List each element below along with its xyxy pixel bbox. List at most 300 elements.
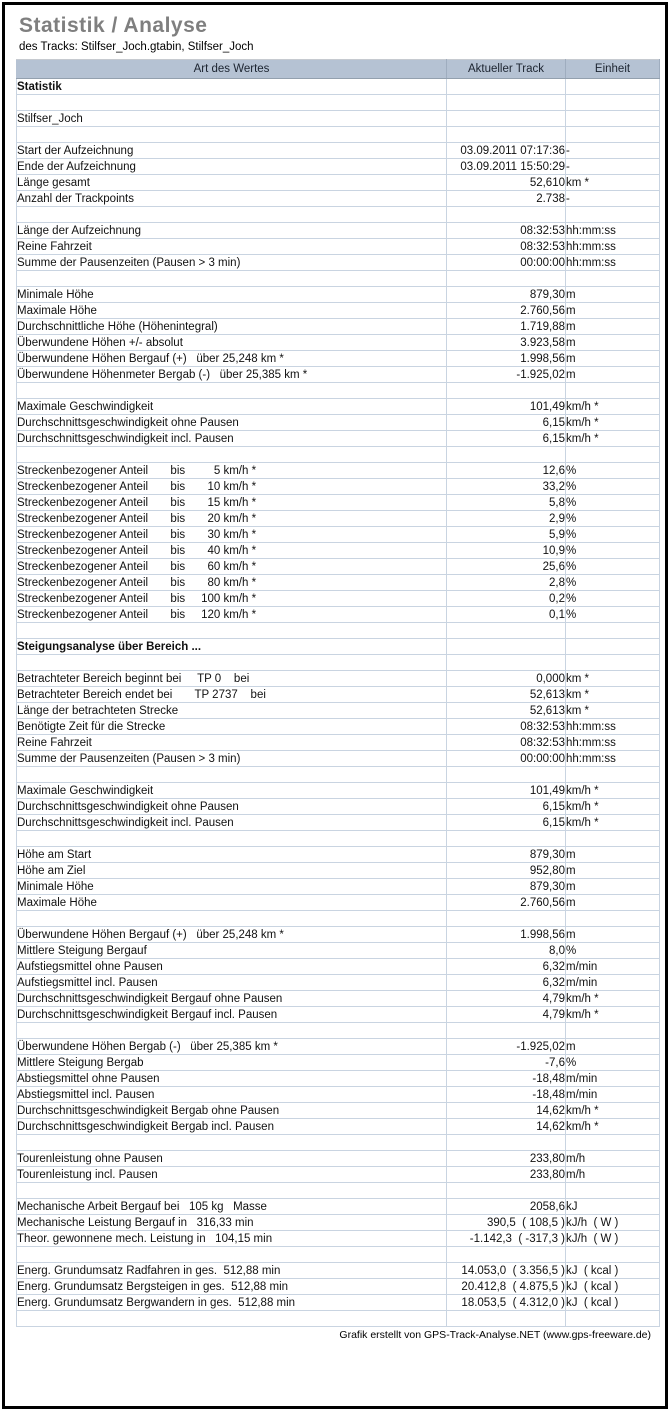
row-label: Mittlere Steigung Bergab [17, 1055, 447, 1071]
row-label: Maximale Geschwindigkeit [17, 783, 447, 799]
table-row [17, 447, 660, 463]
row-label: Tourenleistung incl. Pausen [17, 1167, 447, 1183]
row-label [17, 1023, 447, 1039]
table-row [17, 863, 660, 879]
row-value: 1.998,56 [447, 927, 566, 943]
row-label: Streckenbezogener Anteil bis 15 km/h * [17, 495, 447, 511]
row-value: 6,32 [447, 975, 566, 991]
row-unit: m [566, 863, 660, 879]
row-unit: % [566, 1055, 660, 1071]
row-unit: km * [566, 703, 660, 719]
row-value: 03.09.2011 07:17:36 [447, 143, 566, 159]
row-value: 2.738 [447, 191, 566, 207]
row-unit: % [566, 479, 660, 495]
row-value [447, 767, 566, 783]
row-value [447, 79, 566, 95]
row-unit [566, 623, 660, 639]
row-label: Energ. Grundumsatz Radfahren in ges. 512,88 min [17, 1263, 447, 1279]
row-label [17, 767, 447, 783]
row-label: Länge der Aufzeichnung [17, 223, 447, 239]
table-row [17, 575, 660, 591]
table-row [17, 1199, 660, 1215]
row-label: Durchschnittsgeschwindigkeit Bergab ohne Pausen [17, 1103, 447, 1119]
row-unit: % [566, 511, 660, 527]
row-value: -7,6 [447, 1055, 566, 1071]
row-unit: hh:mm:ss [566, 239, 660, 255]
row-unit: m/h [566, 1167, 660, 1183]
table-row [17, 991, 660, 1007]
row-label [17, 1183, 447, 1199]
table-row [17, 239, 660, 255]
row-label: Abstiegsmittel incl. Pausen [17, 1087, 447, 1103]
row-value: -1.142,3 ( -317,3 ) [447, 1231, 566, 1247]
row-unit: km/h * [566, 1119, 660, 1135]
table-row [17, 415, 660, 431]
row-value: 03.09.2011 15:50:29 [447, 159, 566, 175]
row-unit: m [566, 367, 660, 383]
row-value: 0,1 [447, 607, 566, 623]
table-row [17, 191, 660, 207]
row-value [447, 639, 566, 655]
row-label [17, 271, 447, 287]
table-row [17, 111, 660, 127]
row-label: Summe der Pausenzeiten (Pausen > 3 min) [17, 751, 447, 767]
row-value [447, 271, 566, 287]
row-value: 5,8 [447, 495, 566, 511]
row-label: Tourenleistung ohne Pausen [17, 1151, 447, 1167]
row-label: Streckenbezogener Anteil bis 100 km/h * [17, 591, 447, 607]
row-value [447, 655, 566, 671]
table-row [17, 1295, 660, 1311]
table-row [17, 431, 660, 447]
row-value [447, 1183, 566, 1199]
row-label: Länge gesamt [17, 175, 447, 191]
row-value: 233,80 [447, 1167, 566, 1183]
table-row [17, 1135, 660, 1151]
row-label: Streckenbezogener Anteil bis 120 km/h * [17, 607, 447, 623]
page-subtitle: des Tracks: Stilfser_Joch.gtabin, Stilfser_Joch [19, 41, 254, 53]
row-unit: hh:mm:ss [566, 719, 660, 735]
table-row [17, 879, 660, 895]
table-row [17, 495, 660, 511]
row-value: 6,15 [447, 815, 566, 831]
row-value: 6,15 [447, 431, 566, 447]
table-row [17, 207, 660, 223]
row-label: Überwundene Höhenmeter Bergab (-) über 25,385 km * [17, 367, 447, 383]
row-value: 879,30 [447, 879, 566, 895]
table-row [17, 1007, 660, 1023]
row-unit [566, 767, 660, 783]
row-label: Steigungsanalyse über Bereich ... [17, 639, 447, 655]
table-row [17, 799, 660, 815]
row-label: Aufstiegsmittel ohne Pausen [17, 959, 447, 975]
table-row [17, 959, 660, 975]
row-unit: m [566, 927, 660, 943]
table-row [17, 159, 660, 175]
table-row [17, 351, 660, 367]
row-unit: % [566, 495, 660, 511]
row-value: 2,8 [447, 575, 566, 591]
row-value: 08:32:53 [447, 239, 566, 255]
row-label: Mittlere Steigung Bergauf [17, 943, 447, 959]
row-unit: km/h * [566, 815, 660, 831]
row-value: 0,2 [447, 591, 566, 607]
table-row [17, 927, 660, 943]
row-unit: m/min [566, 1087, 660, 1103]
table-row [17, 607, 660, 623]
row-value: 5,9 [447, 527, 566, 543]
row-label: Durchschnittliche Höhe (Höhenintegral) [17, 319, 447, 335]
table-row [17, 255, 660, 271]
row-unit: m/h [566, 1151, 660, 1167]
row-unit: m [566, 895, 660, 911]
row-value: 10,9 [447, 543, 566, 559]
row-label: Durchschnittsgeschwindigkeit ohne Pausen [17, 415, 447, 431]
row-value: -18,48 [447, 1071, 566, 1087]
table-row [17, 783, 660, 799]
row-unit [566, 655, 660, 671]
table-row [17, 703, 660, 719]
row-label: Ende der Aufzeichnung [17, 159, 447, 175]
table-row [17, 671, 660, 687]
row-value: 12,6 [447, 463, 566, 479]
table-row [17, 655, 660, 671]
row-value: 4,79 [447, 1007, 566, 1023]
table-row [17, 1167, 660, 1183]
row-label [17, 911, 447, 927]
row-value: 233,80 [447, 1151, 566, 1167]
row-value [447, 207, 566, 223]
row-value: 2,9 [447, 511, 566, 527]
row-unit: kJ/h ( W ) [566, 1215, 660, 1231]
row-unit: - [566, 191, 660, 207]
table-row [17, 479, 660, 495]
row-label: Überwundene Höhen Bergab (-) über 25,385 km * [17, 1039, 447, 1055]
row-unit: % [566, 543, 660, 559]
row-label: Länge der betrachteten Strecke [17, 703, 447, 719]
row-unit: km/h * [566, 1007, 660, 1023]
row-unit [566, 911, 660, 927]
table-row [17, 895, 660, 911]
row-unit: % [566, 607, 660, 623]
row-unit [566, 1247, 660, 1263]
row-unit: m/min [566, 1071, 660, 1087]
row-value: 08:32:53 [447, 223, 566, 239]
row-label: Überwundene Höhen Bergauf (+) über 25,248 km * [17, 927, 447, 943]
row-unit [566, 1135, 660, 1151]
row-value: 14,62 [447, 1119, 566, 1135]
row-value: 390,5 ( 108,5 ) [447, 1215, 566, 1231]
table-body [17, 79, 660, 1327]
table-row [17, 1311, 660, 1327]
row-unit [566, 1311, 660, 1327]
row-label [17, 831, 447, 847]
row-unit [566, 639, 660, 655]
row-value: 952,80 [447, 863, 566, 879]
row-label: Abstiegsmittel ohne Pausen [17, 1071, 447, 1087]
row-label: Durchschnittsgeschwindigkeit incl. Pausen [17, 815, 447, 831]
row-value: 0,000 [447, 671, 566, 687]
table-row [17, 1055, 660, 1071]
row-value [447, 1247, 566, 1263]
row-unit: % [566, 575, 660, 591]
row-label: Mechanische Leistung Bergauf in 316,33 min [17, 1215, 447, 1231]
row-unit: km/h * [566, 783, 660, 799]
table-row [17, 1263, 660, 1279]
row-label: Maximale Höhe [17, 895, 447, 911]
row-label [17, 1135, 447, 1151]
row-value: 52,610 [447, 175, 566, 191]
row-unit: - [566, 159, 660, 175]
table-row [17, 1023, 660, 1039]
row-label: Energ. Grundumsatz Bergwandern in ges. 512,88 min [17, 1295, 447, 1311]
table-row [17, 271, 660, 287]
row-label: Anzahl der Trackpoints [17, 191, 447, 207]
row-label: Aufstiegsmittel incl. Pausen [17, 975, 447, 991]
row-value: 00:00:00 [447, 255, 566, 271]
row-label: Streckenbezogener Anteil bis 20 km/h * [17, 511, 447, 527]
table-row [17, 623, 660, 639]
row-value: 8,0 [447, 943, 566, 959]
row-unit: m/min [566, 975, 660, 991]
row-unit [566, 831, 660, 847]
row-value: 52,613 [447, 687, 566, 703]
row-label: Höhe am Ziel [17, 863, 447, 879]
row-value: 14.053,0 ( 3.356,5 ) [447, 1263, 566, 1279]
table-row [17, 975, 660, 991]
row-unit: m [566, 879, 660, 895]
row-unit [566, 79, 660, 95]
row-label: Maximale Höhe [17, 303, 447, 319]
row-label: Höhe am Start [17, 847, 447, 863]
row-label: Minimale Höhe [17, 879, 447, 895]
row-label: Streckenbezogener Anteil bis 40 km/h * [17, 543, 447, 559]
row-unit [566, 127, 660, 143]
row-label: Überwundene Höhen +/- absolut [17, 335, 447, 351]
table-row [17, 383, 660, 399]
footer-credit: Grafik erstellt von GPS-Track-Analyse.NET (www.gps-freeware.de) [339, 1329, 651, 1341]
row-label: Streckenbezogener Anteil bis 60 km/h * [17, 559, 447, 575]
table-row [17, 527, 660, 543]
row-unit [566, 1023, 660, 1039]
table-row [17, 463, 660, 479]
row-value: 101,49 [447, 399, 566, 415]
table-row [17, 687, 660, 703]
table-row [17, 143, 660, 159]
row-value [447, 95, 566, 111]
table-row [17, 1151, 660, 1167]
row-label: Streckenbezogener Anteil bis 30 km/h * [17, 527, 447, 543]
row-value: 20.412,8 ( 4.875,5 ) [447, 1279, 566, 1295]
row-unit: kJ ( kcal ) [566, 1263, 660, 1279]
table-row [17, 1087, 660, 1103]
row-unit: km/h * [566, 415, 660, 431]
row-label [17, 127, 447, 143]
table-row [17, 831, 660, 847]
row-unit: km * [566, 175, 660, 191]
row-label: Durchschnittsgeschwindigkeit ohne Pausen [17, 799, 447, 815]
table-row [17, 847, 660, 863]
row-value [447, 111, 566, 127]
row-label [17, 655, 447, 671]
column-header-einheit: Einheit [566, 60, 660, 79]
table-row [17, 95, 660, 111]
row-label [17, 447, 447, 463]
row-value [447, 831, 566, 847]
row-value: 18.053,5 ( 4.312,0 ) [447, 1295, 566, 1311]
row-unit: m [566, 351, 660, 367]
row-unit: m [566, 847, 660, 863]
row-unit: kJ ( kcal ) [566, 1295, 660, 1311]
table-row [17, 175, 660, 191]
row-value: -1.925,02 [447, 1039, 566, 1055]
row-unit: % [566, 591, 660, 607]
row-value: 2058,6 [447, 1199, 566, 1215]
row-label: Energ. Grundumsatz Bergsteigen in ges. 512,88 min [17, 1279, 447, 1295]
table-row [17, 1279, 660, 1295]
row-unit: km/h * [566, 1103, 660, 1119]
row-unit: kJ ( kcal ) [566, 1279, 660, 1295]
row-label [17, 383, 447, 399]
row-unit [566, 95, 660, 111]
table-row [17, 223, 660, 239]
row-label: Statistik [17, 79, 447, 95]
row-label [17, 1247, 447, 1263]
row-label: Durchschnittsgeschwindigkeit Bergab incl. Pausen [17, 1119, 447, 1135]
row-unit: m [566, 287, 660, 303]
row-unit [566, 1183, 660, 1199]
row-value [447, 127, 566, 143]
row-label: Benötigte Zeit für die Strecke [17, 719, 447, 735]
row-value: 101,49 [447, 783, 566, 799]
row-value: 879,30 [447, 847, 566, 863]
row-label [17, 95, 447, 111]
row-unit: m [566, 1039, 660, 1055]
row-value: 2.760,56 [447, 303, 566, 319]
row-unit: m [566, 335, 660, 351]
row-unit: hh:mm:ss [566, 255, 660, 271]
table-row [17, 815, 660, 831]
row-unit [566, 271, 660, 287]
table-row [17, 1103, 660, 1119]
row-unit: km * [566, 671, 660, 687]
row-label: Stilfser_Joch [17, 111, 447, 127]
row-label [17, 207, 447, 223]
row-label: Maximale Geschwindigkeit [17, 399, 447, 415]
row-value: 2.760,56 [447, 895, 566, 911]
row-value: 52,613 [447, 703, 566, 719]
report-frame [2, 2, 668, 1409]
statistics-table [16, 59, 660, 1327]
row-unit [566, 447, 660, 463]
row-unit: km/h * [566, 431, 660, 447]
row-unit: % [566, 463, 660, 479]
row-unit: % [566, 527, 660, 543]
row-label: Durchschnittsgeschwindigkeit Bergauf ohne Pausen [17, 991, 447, 1007]
table-row [17, 735, 660, 751]
row-label: Summe der Pausenzeiten (Pausen > 3 min) [17, 255, 447, 271]
row-value: 08:32:53 [447, 735, 566, 751]
row-unit: m [566, 319, 660, 335]
row-value: -18,48 [447, 1087, 566, 1103]
row-label: Überwundene Höhen Bergauf (+) über 25,248 km * [17, 351, 447, 367]
row-label: Betrachteter Bereich endet bei TP 2737 bei [17, 687, 447, 703]
row-value: 1.719,88 [447, 319, 566, 335]
table-row [17, 1247, 660, 1263]
row-value: 08:32:53 [447, 719, 566, 735]
row-value [447, 623, 566, 639]
table-row [17, 1231, 660, 1247]
table-row [17, 1071, 660, 1087]
row-unit: m [566, 303, 660, 319]
table-row [17, 367, 660, 383]
table-row [17, 287, 660, 303]
table-row [17, 719, 660, 735]
table-row [17, 591, 660, 607]
row-value [447, 447, 566, 463]
row-unit: hh:mm:ss [566, 735, 660, 751]
row-label: Streckenbezogener Anteil bis 5 km/h * [17, 463, 447, 479]
row-value: 3.923,58 [447, 335, 566, 351]
table-row [17, 943, 660, 959]
column-header-aktueller-track: Aktueller Track [447, 60, 566, 79]
row-label: Start der Aufzeichnung [17, 143, 447, 159]
row-unit [566, 383, 660, 399]
row-unit [566, 111, 660, 127]
row-value: 14,62 [447, 1103, 566, 1119]
row-label: Reine Fahrzeit [17, 239, 447, 255]
row-value: 6,15 [447, 799, 566, 815]
table-row [17, 399, 660, 415]
row-value [447, 1135, 566, 1151]
row-label: Mechanische Arbeit Bergauf bei 105 kg Masse [17, 1199, 447, 1215]
row-label: Reine Fahrzeit [17, 735, 447, 751]
row-value [447, 383, 566, 399]
row-label [17, 1311, 447, 1327]
table-row [17, 303, 660, 319]
row-value [447, 911, 566, 927]
row-value: 6,15 [447, 415, 566, 431]
row-label: Streckenbezogener Anteil bis 10 km/h * [17, 479, 447, 495]
table-header-row [17, 60, 660, 79]
table-row [17, 1215, 660, 1231]
table-row [17, 767, 660, 783]
row-value [447, 1023, 566, 1039]
row-label: Streckenbezogener Anteil bis 80 km/h * [17, 575, 447, 591]
row-value: 1.998,56 [447, 351, 566, 367]
page-title: Statistik / Analyse [19, 14, 208, 37]
row-unit: km/h * [566, 399, 660, 415]
row-value: 25,6 [447, 559, 566, 575]
table-row [17, 335, 660, 351]
table-row [17, 1183, 660, 1199]
row-label: Durchschnittsgeschwindigkeit Bergauf incl. Pausen [17, 1007, 447, 1023]
table-row [17, 543, 660, 559]
row-value [447, 1311, 566, 1327]
row-unit: m/min [566, 959, 660, 975]
table-row [17, 79, 660, 95]
row-value: -1.925,02 [447, 367, 566, 383]
table-row [17, 1039, 660, 1055]
row-unit: km/h * [566, 991, 660, 1007]
row-value: 879,30 [447, 287, 566, 303]
table-row [17, 127, 660, 143]
row-label: Theor. gewonnene mech. Leistung in 104,15 min [17, 1231, 447, 1247]
row-label: Minimale Höhe [17, 287, 447, 303]
row-value: 33,2 [447, 479, 566, 495]
row-unit: hh:mm:ss [566, 223, 660, 239]
table-row [17, 319, 660, 335]
